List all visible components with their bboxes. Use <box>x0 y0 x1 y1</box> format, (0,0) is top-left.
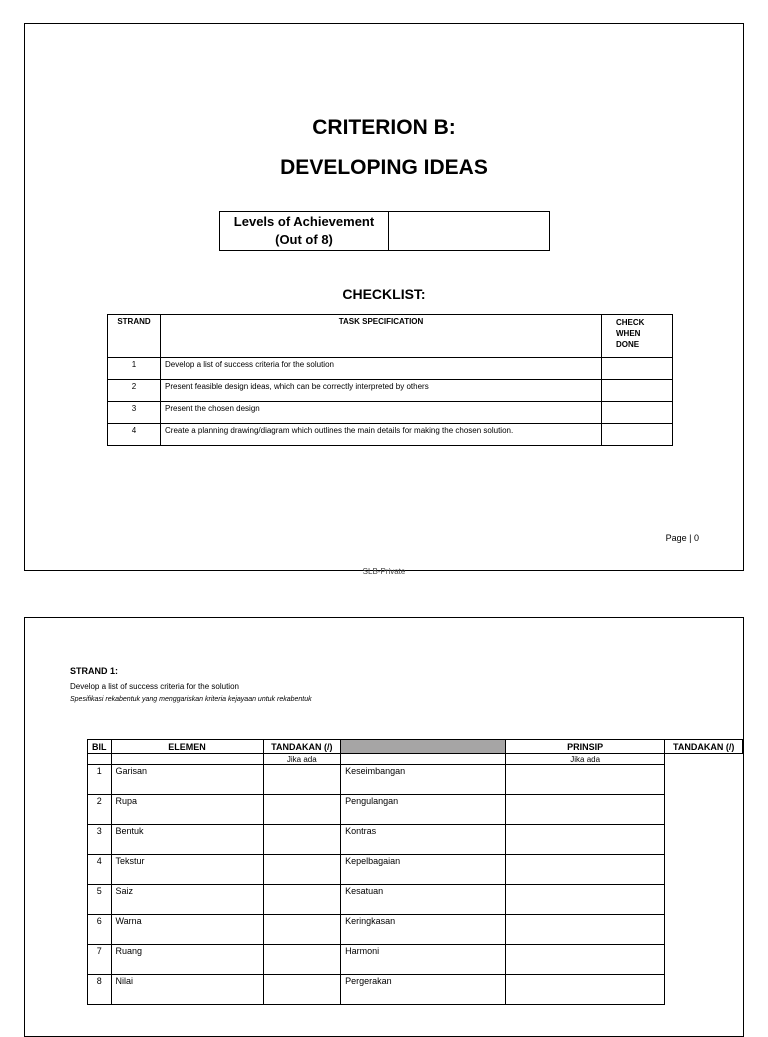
strand-description: Develop a list of success criteria for the solution <box>70 682 239 691</box>
header-prinsip: PRINSIP <box>505 740 664 754</box>
row-prinsip: Harmoni <box>341 945 506 975</box>
row-number: 1 <box>88 765 112 795</box>
checklist-row <box>108 402 673 424</box>
checklist-header-check <box>602 315 673 358</box>
row-prinsip: Keseimbangan <box>341 765 506 795</box>
row-tandakan-prinsip[interactable] <box>505 885 664 915</box>
header-bil: BIL <box>88 740 112 754</box>
checklist-row <box>108 424 673 446</box>
row-tandakan-elemen[interactable] <box>263 915 341 945</box>
table-row <box>88 825 743 855</box>
row-elemen: Tekstur <box>111 855 263 885</box>
checklist-task: Present feasible design ideas, which can be correctly interpreted by others <box>161 380 602 402</box>
row-number: 4 <box>88 855 112 885</box>
row-elemen: Bentuk <box>111 825 263 855</box>
row-elemen: Ruang <box>111 945 263 975</box>
header-elemen: ELEMEN <box>111 740 263 754</box>
checklist-task: Create a planning drawing/diagram which outlines the main details for making the chosen solution. <box>161 424 602 446</box>
row-elemen: Nilai <box>111 975 263 1005</box>
checklist-task: Develop a list of success criteria for the solution <box>161 358 602 380</box>
checklist-strand-number: 4 <box>108 424 161 446</box>
table-row <box>88 765 743 795</box>
row-tandakan-prinsip[interactable] <box>505 765 664 795</box>
checklist-header-check-line3: DONE <box>616 340 640 349</box>
checklist-strand-number: 2 <box>108 380 161 402</box>
row-elemen: Garisan <box>111 765 263 795</box>
table-row <box>88 975 743 1005</box>
document-page-2 <box>24 617 744 1037</box>
checklist-task: Present the chosen design <box>161 402 602 424</box>
checklist-title: CHECKLIST: <box>342 286 426 302</box>
table-row <box>88 915 743 945</box>
checklist-check-cell[interactable] <box>602 424 673 446</box>
checklist-strand-number: 3 <box>108 402 161 424</box>
row-number: 8 <box>88 975 112 1005</box>
subheader-jika-ada-elemen: Jika ada <box>263 754 341 765</box>
table-row <box>88 795 743 825</box>
row-tandakan-prinsip[interactable] <box>505 855 664 885</box>
checklist-row <box>108 380 673 402</box>
row-tandakan-prinsip[interactable] <box>505 795 664 825</box>
checklist-check-cell[interactable] <box>602 380 673 402</box>
row-tandakan-elemen[interactable] <box>263 945 341 975</box>
row-tandakan-elemen[interactable] <box>263 825 341 855</box>
row-elemen: Rupa <box>111 795 263 825</box>
subheader-bil-empty <box>88 754 112 765</box>
checklist-header-task: TASK SPECIFICATION <box>161 315 602 358</box>
header-tandakan-prinsip: TANDAKAN (/) <box>665 740 743 754</box>
header-tandakan-elemen: TANDAKAN (/) <box>263 740 341 754</box>
row-tandakan-prinsip[interactable] <box>505 975 664 1005</box>
subheader-prinsip-empty <box>341 754 506 765</box>
document-page-1 <box>24 23 744 571</box>
row-tandakan-prinsip[interactable] <box>505 915 664 945</box>
checklist-header-strand: STRAND <box>108 315 161 358</box>
row-elemen: Saiz <box>111 885 263 915</box>
table-row <box>88 855 743 885</box>
achievement-table <box>219 211 550 251</box>
row-prinsip: Pengulangan <box>341 795 506 825</box>
page-title-line1: CRITERION B: <box>312 116 456 139</box>
divider-column <box>341 740 506 754</box>
strand-heading: STRAND 1: <box>70 666 119 676</box>
row-tandakan-elemen[interactable] <box>263 855 341 885</box>
classification-label: SLB-Private <box>362 567 406 576</box>
strand-description-malay: Spesifikasi rekabentuk yang menggariskan kriteria kejayaan untuk rekabentuk <box>70 696 312 703</box>
subheader-jika-ada-prinsip: Jika ada <box>505 754 664 765</box>
row-prinsip: Kepelbagaian <box>341 855 506 885</box>
row-prinsip: Kesatuan <box>341 885 506 915</box>
checklist-check-cell[interactable] <box>602 358 673 380</box>
page-number: Page | 0 <box>665 533 699 543</box>
row-tandakan-elemen[interactable] <box>263 765 341 795</box>
achievement-label-line1: Levels of Achievement <box>233 214 375 229</box>
row-prinsip: Pergerakan <box>341 975 506 1005</box>
checklist-header-check-line2: WHEN <box>616 329 641 338</box>
checklist-strand-number: 1 <box>108 358 161 380</box>
row-elemen: Warna <box>111 915 263 945</box>
row-prinsip: Keringkasan <box>341 915 506 945</box>
table-row <box>88 885 743 915</box>
row-number: 7 <box>88 945 112 975</box>
subheader-elemen-empty <box>111 754 263 765</box>
achievement-label <box>220 212 389 251</box>
achievement-score-field[interactable] <box>389 212 550 251</box>
row-number: 2 <box>88 795 112 825</box>
row-prinsip: Kontras <box>341 825 506 855</box>
row-number: 5 <box>88 885 112 915</box>
checklist-table <box>107 314 673 446</box>
checklist-check-cell[interactable] <box>602 402 673 424</box>
achievement-label-line2: (Out of 8) <box>275 232 333 247</box>
row-number: 3 <box>88 825 112 855</box>
checklist-row <box>108 358 673 380</box>
checklist-header-check-line1: CHECK <box>616 318 645 327</box>
page-title-line2: DEVELOPING IDEAS <box>280 156 488 179</box>
row-tandakan-prinsip[interactable] <box>505 825 664 855</box>
row-tandakan-elemen[interactable] <box>263 885 341 915</box>
row-tandakan-elemen[interactable] <box>263 975 341 1005</box>
row-tandakan-prinsip[interactable] <box>505 945 664 975</box>
table-row <box>88 945 743 975</box>
subheader-row <box>88 754 743 765</box>
row-number: 6 <box>88 915 112 945</box>
elements-principles-table <box>87 739 743 1005</box>
row-tandakan-elemen[interactable] <box>263 795 341 825</box>
